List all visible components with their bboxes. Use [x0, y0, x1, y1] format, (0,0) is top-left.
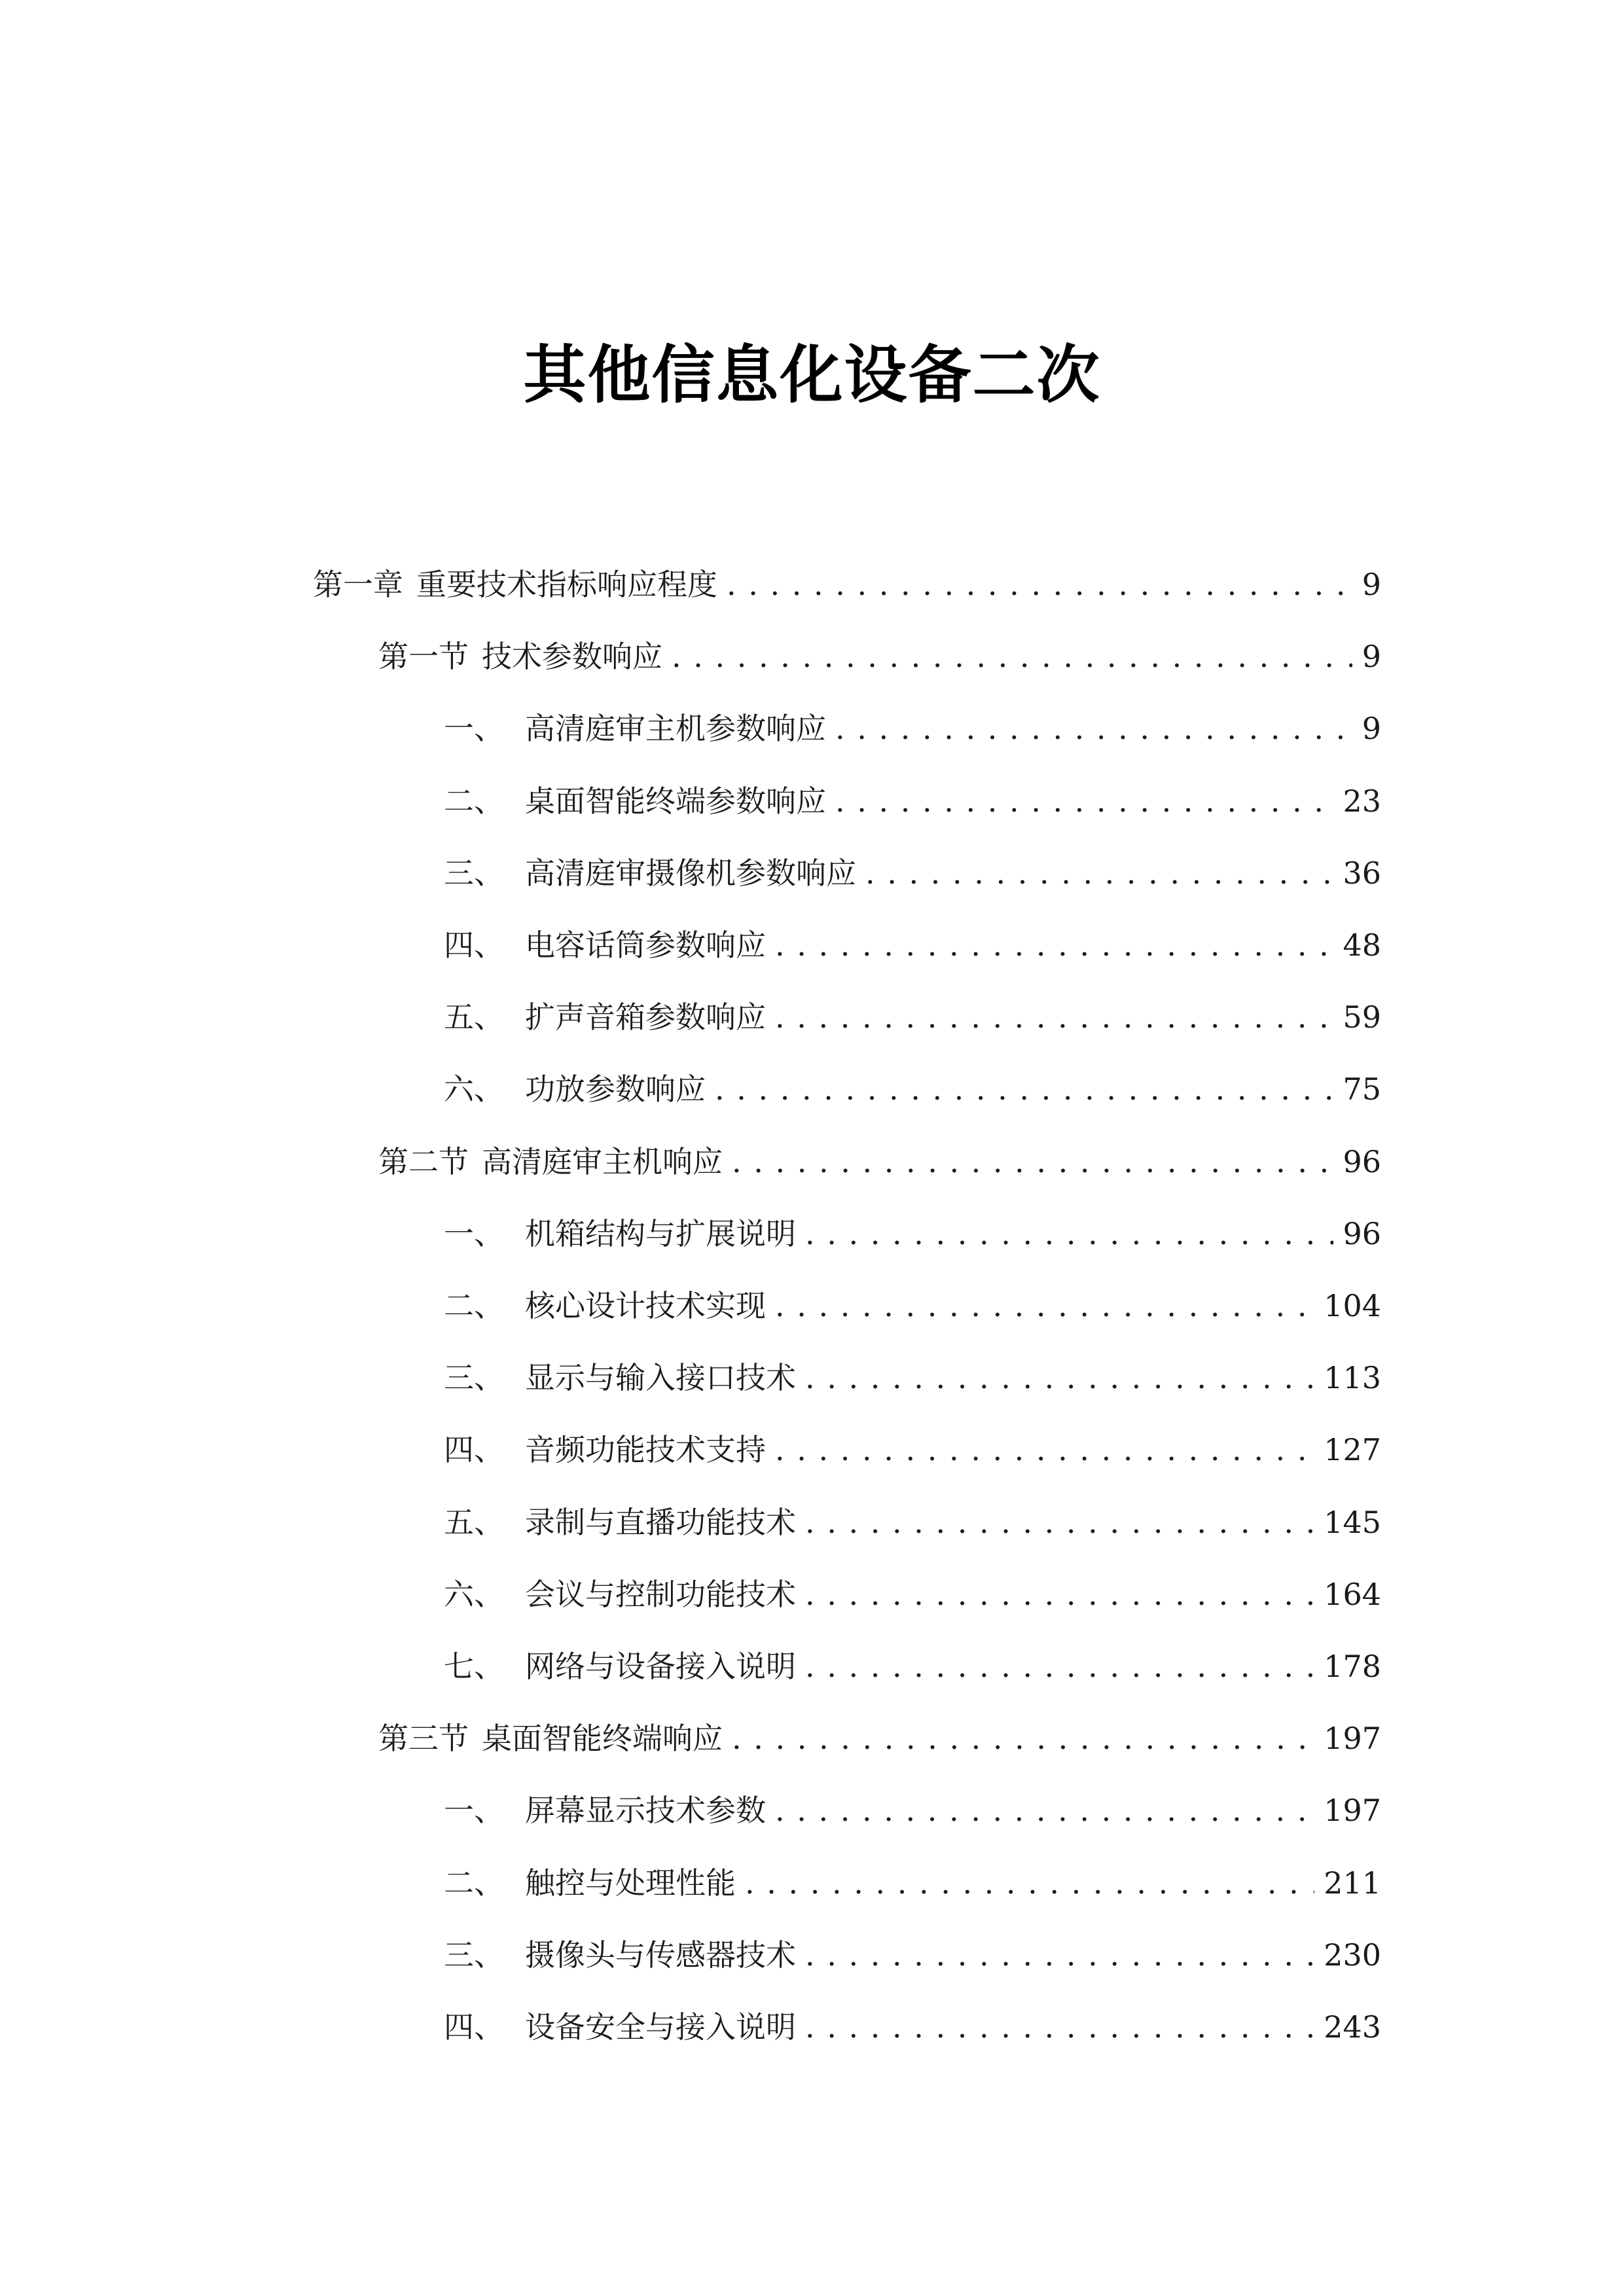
- toc-entry[interactable]: [444, 1643, 1381, 1689]
- toc-entry-title: 显示与输入接口技术: [525, 1360, 796, 1395]
- toc-entry-title: 触控与处理性能: [525, 1865, 736, 1901]
- toc-entry-title: 高清庭审主机参数响应: [525, 711, 826, 746]
- toc-entry-page-number: 243: [1324, 2009, 1381, 2045]
- toc-dot-leader: [865, 850, 1333, 896]
- toc-entry-title: 会议与控制功能技术: [525, 1577, 796, 1612]
- toc-dot-leader: [805, 1643, 1314, 1689]
- toc-entry-number: 二、: [444, 1865, 504, 1901]
- toc-entry-page-number: 230: [1324, 1937, 1381, 1973]
- toc-entry-title: 电容话筒参数响应: [525, 927, 766, 963]
- toc-entry[interactable]: [444, 1932, 1381, 1978]
- toc-entry-page-number: 127: [1324, 1432, 1381, 1467]
- toc-dot-leader: [805, 2004, 1314, 2050]
- toc-entry[interactable]: [444, 2004, 1381, 2050]
- toc-entry-title: 音频功能技术支持: [525, 1432, 766, 1467]
- toc-entry[interactable]: [378, 1139, 1381, 1185]
- toc-entry-title: 核心设计技术实现: [525, 1288, 766, 1323]
- toc-entry[interactable]: [313, 562, 1381, 607]
- toc-entry-page-number: 96: [1343, 1216, 1381, 1251]
- toc-dot-leader: [805, 1499, 1314, 1545]
- toc-dot-leader: [775, 994, 1333, 1040]
- toc-dot-leader: [672, 634, 1352, 679]
- toc-entry[interactable]: [444, 850, 1381, 896]
- toc-entry-title: 高清庭审主机响应: [482, 1144, 723, 1179]
- toc-entry-page-number: 197: [1324, 1721, 1381, 1756]
- document-title: 其他信息化设备二次: [523, 338, 1101, 412]
- toc-entry-title: 屏幕显示技术参数: [525, 1793, 766, 1828]
- toc-entry-number: 六、: [444, 1071, 504, 1107]
- toc-dot-leader: [775, 922, 1333, 968]
- toc-entry[interactable]: [444, 1571, 1381, 1617]
- toc-dot-leader: [775, 1787, 1314, 1833]
- toc-entry-number: 五、: [444, 1505, 504, 1540]
- toc-entry[interactable]: [444, 1355, 1381, 1401]
- toc-entry-page-number: 48: [1343, 927, 1381, 963]
- toc-entry-title: 设备安全与接入说明: [525, 2009, 796, 2045]
- toc-entry-page-number: 211: [1324, 1865, 1381, 1901]
- toc-entry-number: 一、: [444, 711, 504, 746]
- toc-entry[interactable]: [444, 1787, 1381, 1833]
- toc-entry-number: 第一节: [378, 639, 469, 674]
- toc-entry-number: 三、: [444, 1937, 504, 1973]
- toc-entry-number: 第三节: [378, 1721, 469, 1756]
- toc-entry-title: 技术参数响应: [482, 639, 662, 674]
- toc-entry-number: 二、: [444, 1288, 504, 1323]
- toc-entry-number: 四、: [444, 927, 504, 963]
- toc-entry-title: 扩声音箱参数响应: [525, 999, 766, 1035]
- toc-entry[interactable]: [444, 922, 1381, 968]
- toc-entry[interactable]: [444, 1860, 1381, 1906]
- toc-entry[interactable]: [444, 1283, 1381, 1329]
- toc-entry[interactable]: [378, 1715, 1381, 1761]
- toc-entry-title: 网络与设备接入说明: [525, 1649, 796, 1684]
- toc-entry-page-number: 36: [1343, 855, 1381, 891]
- toc-entry[interactable]: [444, 1499, 1381, 1545]
- toc-entry-title: 摄像头与传感器技术: [525, 1937, 796, 1973]
- toc-entry-number: 一、: [444, 1216, 504, 1251]
- toc-entry-page-number: 23: [1343, 783, 1381, 819]
- toc-dot-leader: [805, 1932, 1314, 1978]
- toc-entry-title: 功放参数响应: [525, 1071, 706, 1107]
- toc-entry-page-number: 96: [1343, 1144, 1381, 1179]
- toc-entry[interactable]: [444, 994, 1381, 1040]
- toc-entry-number: 第二节: [378, 1144, 469, 1179]
- toc-entry-number: 六、: [444, 1577, 504, 1612]
- toc-entry-title: 机箱结构与扩展说明: [525, 1216, 796, 1251]
- toc-dot-leader: [727, 562, 1352, 607]
- toc-entry-number: 五、: [444, 999, 504, 1035]
- toc-entry-number: 第一章: [313, 567, 403, 602]
- toc-dot-leader: [732, 1139, 1333, 1185]
- toc-entry[interactable]: [444, 1427, 1381, 1473]
- toc-entry[interactable]: [444, 778, 1381, 824]
- toc-dot-leader: [745, 1860, 1314, 1906]
- toc-entry-number: 三、: [444, 855, 504, 891]
- toc-entry-number: 四、: [444, 2009, 504, 2045]
- toc-dot-leader: [715, 1066, 1333, 1112]
- toc-entry-title: 重要技术指标响应程度: [416, 567, 717, 602]
- toc-entry-title: 高清庭审摄像机参数响应: [525, 855, 856, 891]
- toc-entry-page-number: 104: [1324, 1288, 1381, 1323]
- toc-entry-title: 桌面智能终端参数响应: [525, 783, 826, 819]
- toc-entry-number: 一、: [444, 1793, 504, 1828]
- toc-dot-leader: [805, 1571, 1314, 1617]
- toc-entry-page-number: 164: [1324, 1577, 1381, 1612]
- toc-dot-leader: [835, 778, 1333, 824]
- toc-entry-page-number: 59: [1343, 999, 1381, 1035]
- toc-entry-page-number: 178: [1324, 1649, 1381, 1684]
- toc-entry[interactable]: [378, 634, 1381, 679]
- toc-entry[interactable]: [444, 1066, 1381, 1112]
- toc-entry-number: 三、: [444, 1360, 504, 1395]
- toc-entry-number: 七、: [444, 1649, 504, 1684]
- toc-entry-title: 桌面智能终端响应: [482, 1721, 723, 1756]
- toc-entry-page-number: 9: [1362, 711, 1381, 746]
- toc-entry[interactable]: [444, 1211, 1381, 1257]
- toc-dot-leader: [775, 1427, 1314, 1473]
- toc-entry-page-number: 9: [1362, 567, 1381, 602]
- toc-entry-page-number: 197: [1324, 1793, 1381, 1828]
- toc-entry-page-number: 145: [1324, 1505, 1381, 1540]
- toc-dot-leader: [805, 1355, 1314, 1401]
- toc-entry[interactable]: [444, 706, 1381, 751]
- toc-entry-title: 录制与直播功能技术: [525, 1505, 796, 1540]
- toc-dot-leader: [805, 1211, 1333, 1257]
- toc-entry-number: 四、: [444, 1432, 504, 1467]
- toc-entry-page-number: 113: [1324, 1360, 1381, 1395]
- toc-entry-page-number: 75: [1343, 1071, 1381, 1107]
- toc-entry-number: 二、: [444, 783, 504, 819]
- toc-dot-leader: [732, 1715, 1314, 1761]
- toc-dot-leader: [775, 1283, 1314, 1329]
- toc-entry-page-number: 9: [1362, 639, 1381, 674]
- toc-dot-leader: [835, 706, 1352, 751]
